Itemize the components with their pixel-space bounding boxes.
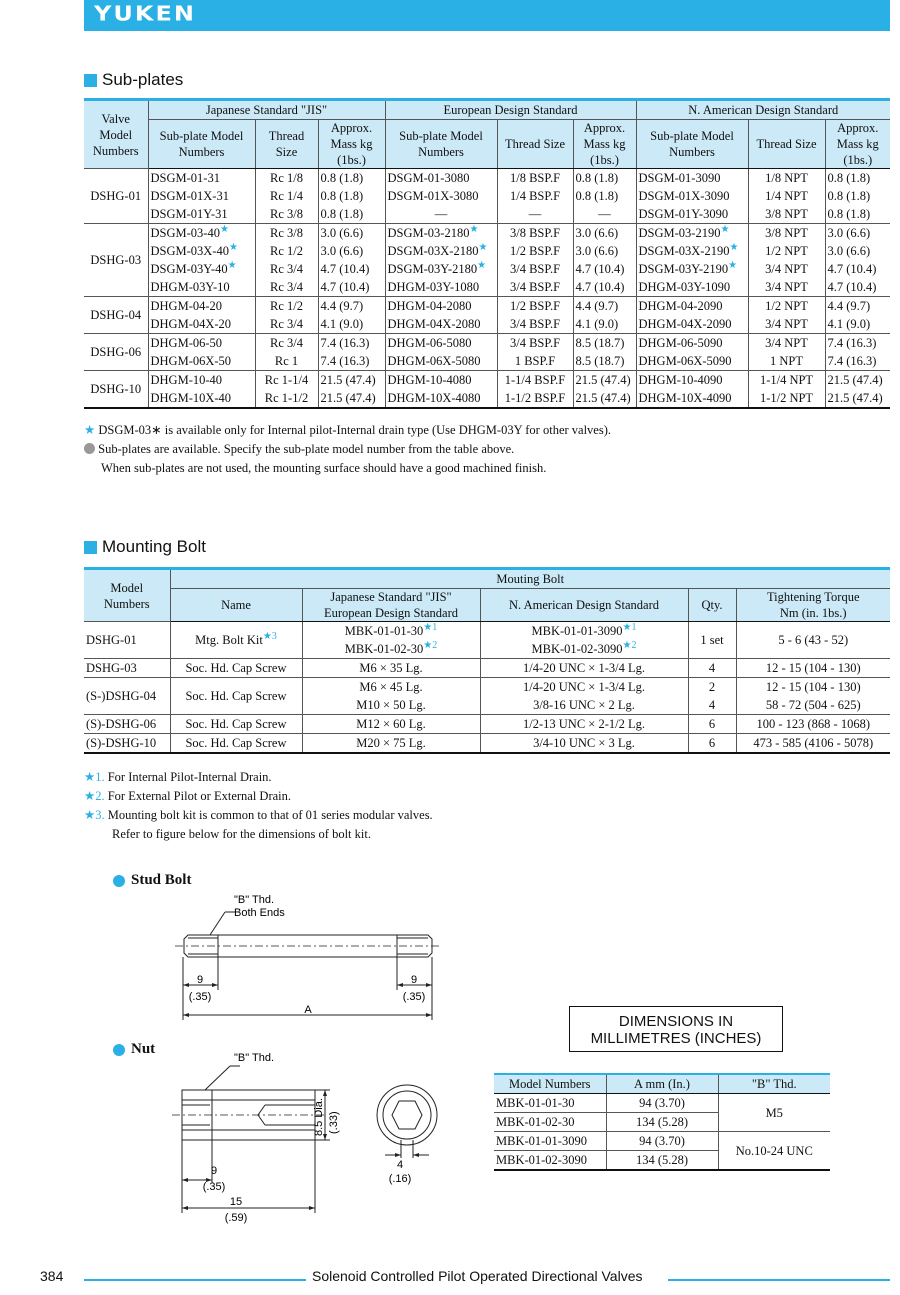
table-cell: DHGM-10X-4090: [636, 389, 748, 408]
table-cell: DSHG-03: [84, 659, 170, 678]
table-cell: 4.4 (9.7): [825, 297, 890, 316]
table-cell: Mtg. Bolt Kit$^{★3}$: [170, 622, 302, 659]
table-cell: DHGM-06-5090: [636, 334, 748, 353]
table-cell: (S)-DSHG-10: [84, 734, 170, 754]
star-icon: ★: [84, 423, 96, 437]
header-mouting: Mouting Bolt: [170, 569, 890, 589]
nut-dia-in-label: (.33): [328, 1111, 340, 1134]
header-kit-model: Model Numbers: [494, 1074, 606, 1094]
table-cell: DHGM-06X-5080: [385, 352, 497, 371]
header-jis: Japanese Standard "JIS" European Design Standard: [302, 589, 480, 622]
table-cell: DHGM-04-2090: [636, 297, 748, 316]
nut-title: Nut: [113, 1041, 155, 1058]
table-cell: Rc 1-1/2: [255, 389, 318, 408]
star-icon: ★: [219, 223, 229, 235]
table-row: [84, 315, 890, 334]
table-cell: 3/4 NPT: [748, 315, 825, 334]
table-cell: M12 × 60 Lg.: [302, 715, 480, 734]
table-cell: 1/2-13 UNC × 2-1/2 Lg.: [480, 715, 688, 734]
table-cell: 3.0 (6.6): [573, 224, 636, 243]
table-cell: DHGM-04X-2080: [385, 315, 497, 334]
table-cell: DSGM-01X-31: [148, 187, 255, 205]
section-square-icon: [84, 541, 97, 554]
header-jis: Japanese Standard "JIS": [148, 100, 385, 120]
table-cell: DHGM-10X-4080: [385, 389, 497, 408]
table-cell: DHGM-04X-20: [148, 315, 255, 334]
table-cell: 7.4 (16.3): [318, 352, 385, 371]
table-cell: DSGM-01Y-31: [148, 205, 255, 224]
table-cell: DSGM-01-3080: [385, 169, 497, 188]
nut-dim-15: 15: [229, 1196, 243, 1208]
table-row: [84, 678, 890, 715]
table-cell: 5 - 6 (43 - 52): [736, 622, 890, 659]
header-valve: Valve Model Numbers: [84, 100, 148, 169]
table-row: [84, 352, 890, 371]
section-square-icon: [84, 74, 97, 87]
note-star: ★ DSGM-03∗ is available only for Internal pilot-Internal drain type (Use DHGM-03Y for other valves).: [84, 423, 611, 437]
table-cell: 3/4 BSP.F: [497, 260, 573, 278]
table-cell: 3.0 (6.6): [825, 242, 890, 260]
footnote-1: ★1. For Internal Pilot-Internal Drain.: [84, 770, 272, 784]
table-row: [84, 659, 890, 678]
header-subplate: Sub-plate Model Numbers: [148, 120, 255, 169]
table-cell: DHGM-04-2080: [385, 297, 497, 316]
table-cell: 1-1/2 BSP.F: [497, 389, 573, 408]
table-cell: 4.4 (9.7): [573, 297, 636, 316]
table-cell: DHGM-04-20: [148, 297, 255, 316]
header-mass: Approx. Mass kg (1bs.): [318, 120, 385, 169]
table-cell: 3/4 NPT: [748, 260, 825, 278]
table-cell: 4: [688, 659, 736, 678]
table-cell: 1/4 BSP.F: [497, 187, 573, 205]
note-available: Sub-plates are available. Specify the sub-plate model number from the table above.: [84, 440, 611, 459]
table-cell: DSGM-03X-2180★: [385, 242, 497, 260]
table-cell: 0.8 (1.8): [825, 169, 890, 188]
table-cell: Rc 3/8: [255, 205, 318, 224]
header-subplate: Sub-plate Model Numbers: [636, 120, 748, 169]
table-cell: 21.5 (47.4): [318, 371, 385, 390]
table-row: [84, 242, 890, 260]
table-cell: 0.8 (1.8): [318, 205, 385, 224]
table-cell: 1 set: [688, 622, 736, 659]
subplates-notes: [84, 421, 611, 478]
dimensions-box: DIMENSIONS IN MILLIMETRES (INCHES): [569, 1006, 783, 1052]
table-row: [84, 389, 890, 408]
page-footer: [40, 1268, 890, 1290]
table-cell: 0.8 (1.8): [825, 205, 890, 224]
table-cell: 3/4 BSP.F: [497, 334, 573, 353]
table-cell: MBK-$01-01-30^{★1}$ MBK-$01-02-30^{★2}$: [302, 622, 480, 659]
table-cell: 1/4-20 UNC × 1-3/4 Lg.: [480, 659, 688, 678]
bullet-dot-icon: [113, 1044, 125, 1056]
table-cell: 0.8 (1.8): [318, 187, 385, 205]
table-cell: 4.1 (9.0): [825, 315, 890, 334]
table-cell: DSGM-01Y-3090: [636, 205, 748, 224]
nut-dia-label: 8.5 Dia.: [313, 1098, 325, 1136]
table-cell: 21.5 (47.4): [573, 389, 636, 408]
table-row: [84, 334, 890, 353]
valve-model-cell: DSHG-10: [84, 371, 148, 409]
table-cell: 0.8 (1.8): [318, 169, 385, 188]
stud-dim-9-right: 9: [410, 974, 418, 986]
table-cell: 12 - 15 (104 - 130): [736, 659, 890, 678]
table-cell: Soc. Hd. Cap Screw: [170, 734, 302, 754]
table-cell: DSHG-01: [84, 622, 170, 659]
nut-dim-15in: (.59): [224, 1212, 248, 1224]
table-cell: Rc 1: [255, 352, 318, 371]
table-cell: 12 - 15 (104 - 130) 58 - 72 (504 - 625): [736, 678, 890, 715]
nut-dim-9: 9: [210, 1165, 218, 1177]
header-thread: Thread Size: [255, 120, 318, 169]
table-cell: (S-)DSHG-04: [84, 678, 170, 715]
table-cell: 4.1 (9.0): [573, 315, 636, 334]
nut-dim-4: 4: [396, 1159, 404, 1171]
table-cell: DHGM-03Y-1080: [385, 278, 497, 297]
table-cell: Rc 3/4: [255, 334, 318, 353]
footer-rule-right: [668, 1279, 890, 1281]
table-cell: 0.8 (1.8): [825, 187, 890, 205]
table-cell: DSGM-03X-40★: [148, 242, 255, 260]
header-model: Model Numbers: [84, 569, 170, 622]
table-cell: 4.7 (10.4): [318, 260, 385, 278]
table-cell: 0.8 (1.8): [573, 169, 636, 188]
table-cell: DHGM-03Y-10: [148, 278, 255, 297]
footer-title: Solenoid Controlled Pilot Operated Directional Valves: [312, 1268, 643, 1284]
table-cell: Rc 3/8: [255, 224, 318, 243]
table-cell: DSGM-03Y-40★: [148, 260, 255, 278]
bolt-footnotes: [84, 768, 433, 844]
header-kit-b: "B" Thd.: [718, 1074, 830, 1094]
table-cell: DSGM-03-2190★: [636, 224, 748, 243]
table-cell: DHGM-06-50: [148, 334, 255, 353]
table-cell: 7.4 (16.3): [318, 334, 385, 353]
valve-model-cell: DSHG-03: [84, 224, 148, 297]
star-icon: ★: [729, 241, 739, 253]
valve-model-cell: DSHG-06: [84, 334, 148, 371]
table-cell: DHGM-10X-40: [148, 389, 255, 408]
stud-thd-label: "B" Thd.: [234, 894, 275, 906]
valve-model-cell: DSHG-01: [84, 169, 148, 224]
nut-drawing: [170, 1048, 460, 1228]
header-mass: Approx. Mass kg (1bs.): [573, 120, 636, 169]
table-cell: 1 NPT: [748, 352, 825, 371]
table-row: MBK-01-01-3090 94 (3.70) No.10-24 UNC: [494, 1132, 830, 1151]
table-row: [84, 187, 890, 205]
table-cell: 4.7 (10.4): [825, 278, 890, 297]
table-cell: Rc 3/4: [255, 315, 318, 334]
table-cell: 1-1/4 BSP.F: [497, 371, 573, 390]
stud-title: Stud Bolt: [113, 872, 191, 889]
nut-dim-9in: (.35): [202, 1181, 226, 1193]
table-row: MBK-01-02-30 134 (5.28): [494, 1113, 830, 1132]
table-cell: M6 × 45 Lg. M10 × 50 Lg.: [302, 678, 480, 715]
header-na: N. American Design Standard: [636, 100, 890, 120]
table-cell: 3.0 (6.6): [825, 224, 890, 243]
table-cell: DSGM-01X-3080: [385, 187, 497, 205]
table-cell: 21.5 (47.4): [825, 389, 890, 408]
header-thread: Thread Size: [497, 120, 573, 169]
table-cell: (S)-DSHG-06: [84, 715, 170, 734]
footnote-3b: Refer to figure below for the dimensions of bolt kit.: [112, 827, 371, 841]
table-cell: 4.7 (10.4): [573, 278, 636, 297]
table-cell: DSGM-01-31: [148, 169, 255, 188]
table-cell: 1-1/4 NPT: [748, 371, 825, 390]
table-cell: Rc 1/2: [255, 297, 318, 316]
header-subplate: Sub-plate Model Numbers: [385, 120, 497, 169]
table-cell: 3.0 (6.6): [318, 242, 385, 260]
table-cell: 4.1 (9.0): [318, 315, 385, 334]
star-icon: ★: [469, 223, 479, 235]
star-icon: ★: [720, 223, 730, 235]
table-cell: 3/4 NPT: [748, 334, 825, 353]
table-cell: 8.5 (18.7): [573, 352, 636, 371]
valve-model-cell: DSHG-04: [84, 297, 148, 334]
table-cell: 1/8 BSP.F: [497, 169, 573, 188]
table-row: MBK-01-02-3090 134 (5.28): [494, 1151, 830, 1171]
table-cell: 1/8 NPT: [748, 169, 825, 188]
table-cell: 3.0 (6.6): [318, 224, 385, 243]
table-cell: 4.7 (10.4): [573, 260, 636, 278]
table-cell: 7.4 (16.3): [825, 352, 890, 371]
brand-logo: YUKEN: [94, 2, 196, 26]
table-row: [84, 224, 890, 243]
table-cell: 1/4 NPT: [748, 187, 825, 205]
table-cell: 1/2 BSP.F: [497, 242, 573, 260]
table-cell: DSGM-03X-2190★: [636, 242, 748, 260]
table-cell: 21.5 (47.4): [825, 371, 890, 390]
table-cell: DHGM-03Y-1090: [636, 278, 748, 297]
nut-dim-4in: (.16): [388, 1173, 412, 1185]
table-cell: 7.4 (16.3): [825, 334, 890, 353]
table-row: [84, 205, 890, 224]
table-cell: DHGM-10-4080: [385, 371, 497, 390]
table-cell: 1-1/2 NPT: [748, 389, 825, 408]
table-cell: DHGM-04X-2090: [636, 315, 748, 334]
table-row: [84, 297, 890, 316]
table-row: [84, 734, 890, 754]
stud-bolt-drawing: [170, 890, 450, 1020]
table-row: [84, 169, 890, 188]
table-cell: 3/8 BSP.F: [497, 224, 573, 243]
table-cell: 6: [688, 734, 736, 754]
table-cell: 3/8 NPT: [748, 205, 825, 224]
table-row: [84, 715, 890, 734]
table-cell: DHGM-06X-5090: [636, 352, 748, 371]
table-cell: 8.5 (18.7): [573, 334, 636, 353]
table-cell: DSGM-03-2180★: [385, 224, 497, 243]
table-cell: 3/4 BSP.F: [497, 315, 573, 334]
table-cell: 1/2 NPT: [748, 242, 825, 260]
table-cell: Rc 1/4: [255, 187, 318, 205]
table-cell: DHGM-10-40: [148, 371, 255, 390]
table-cell: 473 - 585 (4106 - 5078): [736, 734, 890, 754]
table-cell: DSGM-03Y-2190★: [636, 260, 748, 278]
header-torque: Tightening Torque Nm (in. 1bs.): [736, 589, 890, 622]
table-cell: 0.8 (1.8): [573, 187, 636, 205]
table-cell: DSGM-01-3090: [636, 169, 748, 188]
table-cell: Rc 1/2: [255, 242, 318, 260]
footnote-3: ★3. Mounting bolt kit is common to that of 01 series modular valves.: [84, 808, 433, 822]
table-cell: —: [385, 205, 497, 224]
table-row: MBK-01-01-30 94 (3.70) M5: [494, 1094, 830, 1113]
table-row: [84, 278, 890, 297]
table-cell: 6: [688, 715, 736, 734]
star-icon: ★: [227, 259, 237, 271]
footnote-2: ★2. For External Pilot or External Drain.: [84, 789, 292, 803]
footer-rule-left: [84, 1279, 306, 1281]
star-icon: ★: [478, 241, 488, 253]
table-cell: Rc 3/4: [255, 278, 318, 297]
header-kit-a: A mm (In.): [606, 1074, 718, 1094]
table-cell: Rc 1-1/4: [255, 371, 318, 390]
table-cell: 21.5 (47.4): [318, 389, 385, 408]
note-finish: When sub-plates are not used, the mounting surface should have a good machined finish.: [101, 461, 547, 475]
table-cell: DHGM-06X-50: [148, 352, 255, 371]
header-mass: Approx. Mass kg (1bs.): [825, 120, 890, 169]
table-cell: 4.7 (10.4): [318, 278, 385, 297]
table-row: [84, 260, 890, 278]
table-cell: 1/2 NPT: [748, 297, 825, 316]
bolt-table: [84, 567, 890, 754]
bolt-kit-table: [494, 1073, 830, 1171]
star-icon: ★: [728, 259, 738, 271]
table-cell: DSGM-03Y-2180★: [385, 260, 497, 278]
header-bar: [84, 0, 890, 31]
table-cell: 4.7 (10.4): [825, 260, 890, 278]
table-cell: 100 - 123 (868 - 1068): [736, 715, 890, 734]
table-cell: 3/4 BSP.F: [497, 278, 573, 297]
subplates-table: [84, 98, 890, 409]
header-name: Name: [170, 589, 302, 622]
table-cell: M6 × 35 Lg.: [302, 659, 480, 678]
bolt-title: Mounting Bolt: [84, 537, 206, 557]
table-cell: 4.4 (9.7): [318, 297, 385, 316]
table-cell: 1/2 BSP.F: [497, 297, 573, 316]
table-cell: —: [573, 205, 636, 224]
table-cell: M20 × 75 Lg.: [302, 734, 480, 754]
header-na: N. American Design Standard: [480, 589, 688, 622]
table-cell: DHGM-06-5080: [385, 334, 497, 353]
page-number: 384: [40, 1268, 64, 1284]
stud-dim-9-left: 9: [196, 974, 204, 986]
table-cell: 1/4-20 UNC × 1-3/4 Lg. 3/8-16 UNC × 2 Lg.: [480, 678, 688, 715]
table-row: [84, 371, 890, 390]
grey-dot-icon: [84, 443, 95, 454]
table-cell: 1 BSP.F: [497, 352, 573, 371]
subplates-title: Sub-plates: [84, 70, 183, 90]
stud-dim-a: A: [304, 1004, 312, 1016]
table-cell: 3/4-10 UNC × 3 Lg.: [480, 734, 688, 754]
table-cell: 2 4: [688, 678, 736, 715]
table-cell: —: [497, 205, 573, 224]
table-cell: 3/8 NPT: [748, 224, 825, 243]
table-cell: 3.0 (6.6): [573, 242, 636, 260]
table-cell: Soc. Hd. Cap Screw: [170, 659, 302, 678]
table-cell: DSGM-03-40★: [148, 224, 255, 243]
stud-dim-9in-right: (.35): [402, 991, 426, 1003]
header-eu: European Design Standard: [385, 100, 636, 120]
star-icon: ★: [228, 241, 238, 253]
star-icon: ★: [477, 259, 487, 271]
bullet-dot-icon: [113, 875, 125, 887]
header-thread: Thread Size: [748, 120, 825, 169]
stud-dim-9in-left: (.35): [188, 991, 212, 1003]
table-cell: 21.5 (47.4): [573, 371, 636, 390]
nut-thd-label: "B" Thd.: [234, 1052, 275, 1064]
table-cell: DSGM-01X-3090: [636, 187, 748, 205]
table-cell: MBK-$01-01-3090^{★1}$ MBK-$01-02-3090^{★2}$: [480, 622, 688, 659]
table-cell: Soc. Hd. Cap Screw: [170, 678, 302, 715]
table-cell: 3/4 NPT: [748, 278, 825, 297]
table-cell: DHGM-10-4090: [636, 371, 748, 390]
stud-both-label: Both Ends: [234, 907, 285, 919]
header-qty: Qty.: [688, 589, 736, 622]
table-row: [84, 622, 890, 659]
table-cell: Rc 3/4: [255, 260, 318, 278]
table-cell: Soc. Hd. Cap Screw: [170, 715, 302, 734]
table-cell: Rc 1/8: [255, 169, 318, 188]
